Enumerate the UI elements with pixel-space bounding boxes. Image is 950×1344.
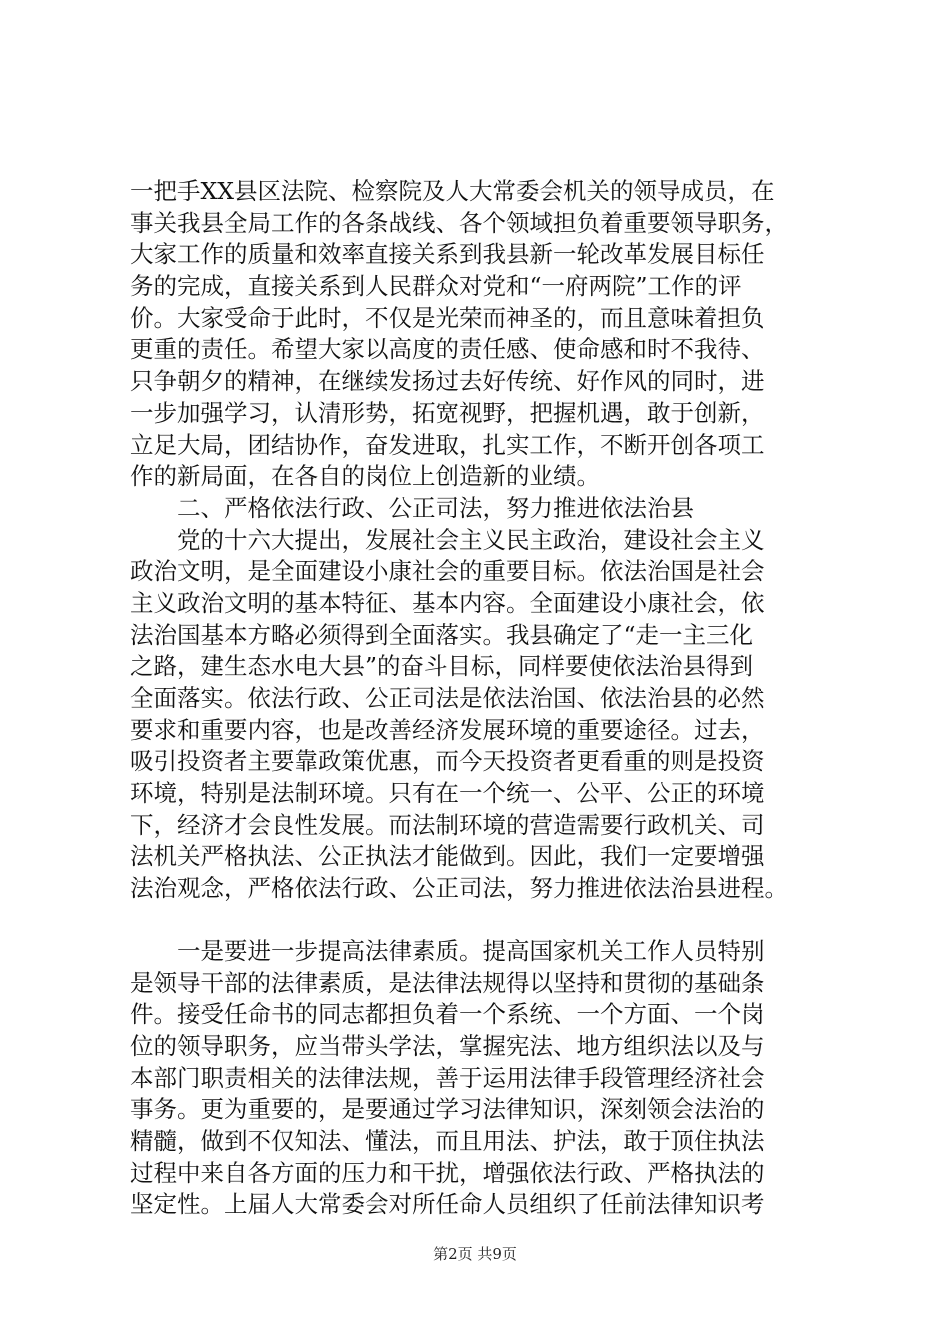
text-line: 事关我县全局工作的各条战线、各个领域担负着重要领导职务， bbox=[130, 208, 788, 237]
text-line: 一把手XX县区法院、检察院及人大常委会机关的领导成员，在 bbox=[130, 177, 775, 205]
paragraph bbox=[130, 176, 830, 493]
page-number: 第2页 共9页 bbox=[433, 1245, 517, 1263]
text-line: 立足大局，团结协作，奋发进取，扎实工作，不断开创各项工 bbox=[130, 430, 765, 459]
page-footer bbox=[0, 1244, 950, 1264]
text-line: 价。大家受命于此时，不仅是光荣而神圣的，而且意味着担负 bbox=[130, 303, 765, 332]
text-line: 法机关严格执法、公正执法才能做到。因此，我们一定要增强 bbox=[130, 842, 765, 871]
text-line: 件。接受任命书的同志都担负着一个系统、一个方面、一个岗 bbox=[130, 1000, 765, 1029]
text-line: 事务。更为重要的，是要通过学习法律知识，深刻领会法治的 bbox=[130, 1095, 765, 1124]
paragraph bbox=[130, 525, 830, 905]
text-line: 全面落实。依法行政、公正司法是依法治国、依法治县的必然 bbox=[130, 684, 765, 712]
paragraph bbox=[130, 936, 830, 1221]
text-line: 大家工作的质量和效率直接关系到我县新一轮改革发展目标任 bbox=[130, 240, 765, 269]
text-line: 坚定性。上届人大常委会对所任命人员组织了任前法律知识考 bbox=[130, 1190, 765, 1219]
text-line: 政治文明，是全面建设小康社会的重要目标。依法治国是社会 bbox=[130, 557, 765, 586]
text-line: 务的完成，直接关系到人民群众对党和“一府两院”工作的评 bbox=[130, 272, 742, 301]
text-line: 只争朝夕的精神，在继续发扬过去好传统、好作风的同时，进 bbox=[130, 367, 765, 396]
text-line: 吸引投资者主要靠政策优惠，而今天投资者更看重的则是投资 bbox=[130, 747, 765, 776]
text-line: 精髓，做到不仅知法、懂法，而且用法、护法，敢于顶住执法 bbox=[130, 1126, 765, 1155]
text-line: 法治国基本方略必须得到全面落实。我县确定了“走一主三化 bbox=[130, 620, 754, 649]
text-line: 党的十六大提出，发展社会主义民主政治，建设社会主义 bbox=[177, 525, 765, 554]
text-line: 更重的责任。希望大家以高度的责任感、使命感和时不我待、 bbox=[130, 335, 765, 364]
text-line: 作的新局面，在各自的岗位上创造新的业绩。 bbox=[130, 462, 600, 491]
paragraph-gap bbox=[130, 905, 830, 936]
text-line: 一是要进一步提高法律素质。提高国家机关工作人员特别 bbox=[177, 936, 765, 965]
section-heading bbox=[130, 493, 830, 525]
text-line: 一步加强学习，认清形势，拓宽视野，把握机遇，敢于创新， bbox=[130, 398, 765, 427]
text-line: 过程中来自各方面的压力和干扰，增强依法行政、严格执法的 bbox=[130, 1158, 765, 1187]
text-line: 法治观念，严格依法行政、公正司法，努力推进依法治县进程。 bbox=[130, 874, 788, 903]
document-body bbox=[130, 176, 830, 1221]
text-line: 要求和重要内容，也是改善经济发展环境的重要途径。过去， bbox=[130, 715, 765, 744]
heading-line: 二、严格依法行政、公正司法，努力推进依法治县 bbox=[177, 493, 694, 522]
text-line: 之路，建生态水电大县”的奋斗目标，同样要使依法治县得到 bbox=[130, 652, 754, 681]
text-line: 是领导干部的法律素质，是法律法规得以坚持和贯彻的基础条 bbox=[130, 968, 765, 997]
text-line: 下，经济才会良性发展。而法制环境的营造需要行政机关、司 bbox=[130, 810, 765, 839]
text-line: 环境，特别是法制环境。只有在一个统一、公平、公正的环境 bbox=[130, 779, 765, 808]
text-line: 主义政治文明的基本特征、基本内容。全面建设小康社会，依 bbox=[130, 588, 765, 617]
text-line: 位的领导职务，应当带头学法，掌握宪法、地方组织法以及与 bbox=[130, 1031, 765, 1060]
text-line: 本部门职责相关的法律法规，善于运用法律手段管理经济社会 bbox=[130, 1063, 765, 1092]
